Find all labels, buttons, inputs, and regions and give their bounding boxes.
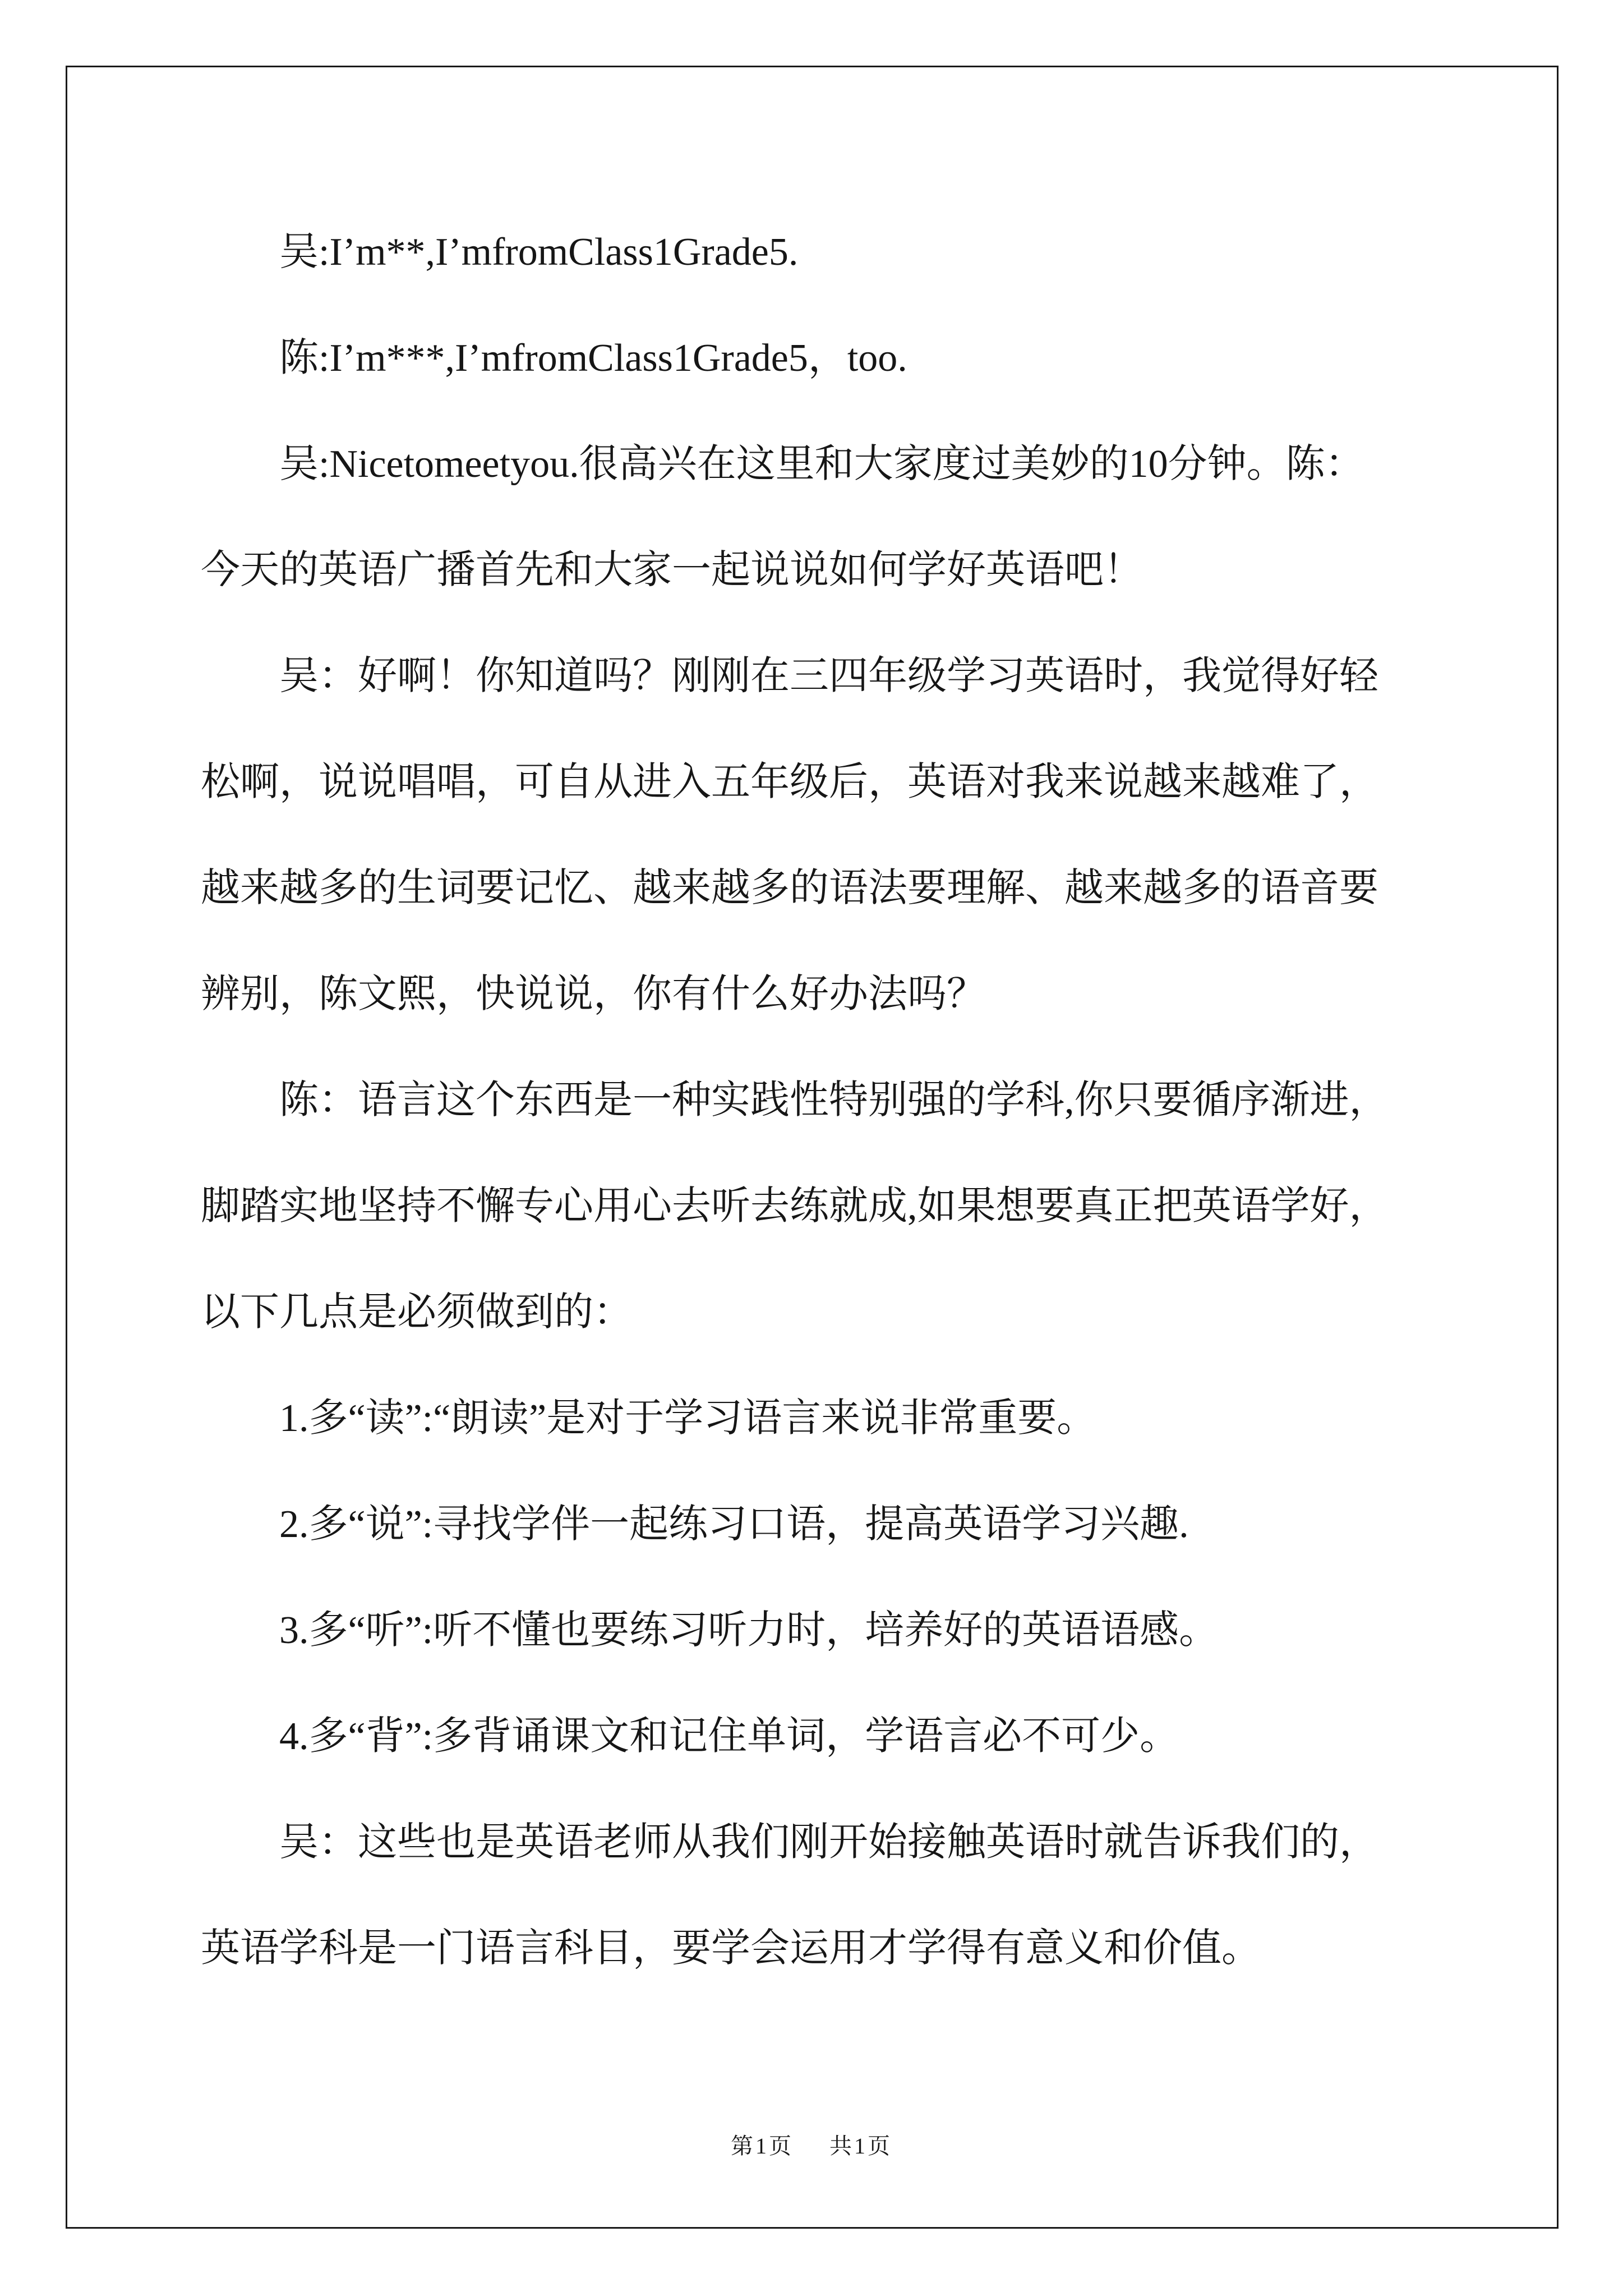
- paragraph-line: 吴:Nicetomeetyou.很高兴在这里和大家度过美妙的10分钟。陈：: [279, 443, 1364, 486]
- paragraph: [201, 199, 1491, 305]
- paragraph-line: 吴:I’m**,I’mfromClass1Grade5.: [279, 231, 799, 274]
- paragraph-line: 脚踏实地坚持不懈专心用心去听去练就成,如果想要真正把英语学好，: [201, 1185, 1389, 1228]
- paragraph: [201, 623, 1491, 1047]
- paragraph-line: 以下几点是必须做到的：: [201, 1291, 633, 1334]
- list-item: [201, 1365, 1491, 1471]
- document-body: [201, 199, 1491, 2001]
- paragraph-line: 英语学科是一门语言科目，要学会运用才学得有意义和价值。: [201, 1927, 1261, 1970]
- paragraph-line: 1.多“读”:“朗读”是对于学习语言来说非常重要。: [279, 1397, 1096, 1440]
- page-footer: 第1页 共1页: [731, 2133, 892, 2159]
- paragraph-line: 吴：好啊！你知道吗？刚刚在三四年级学习英语时，我觉得好轻: [279, 655, 1378, 698]
- paragraph: [201, 305, 1491, 411]
- paragraph: [201, 1047, 1491, 1365]
- list-item: [201, 1471, 1491, 1577]
- paragraph-line: 陈:I’m***,I’mfromClass1Grade5，too.: [279, 337, 907, 380]
- paragraph-line: 3.多“听”:听不懂也要练习听力时，培养好的英语语感。: [279, 1609, 1219, 1652]
- list-item: [201, 1683, 1491, 1789]
- paragraph-line: 陈：语言这个东西是一种实践性特别强的学科,你只要循序渐进，: [279, 1079, 1389, 1122]
- paragraph-line: 2.多“说”:寻找学伴一起练习口语，提高英语学习兴趣.: [279, 1503, 1189, 1546]
- paragraph-line: 今天的英语广播首先和大家一起说说如何学好英语吧！: [201, 549, 1143, 592]
- paragraph: [201, 1789, 1491, 2001]
- paragraph-line: 辨别，陈文熙，快说说，你有什么好办法吗？: [201, 973, 986, 1016]
- paragraph-line: 吴：这些也是英语老师从我们刚开始接触英语时就告诉我们的，: [279, 1821, 1378, 1864]
- paragraph: [201, 411, 1491, 623]
- paragraph-line: 4.多“背”:多背诵课文和记住单词，学语言必不可少。: [279, 1715, 1179, 1758]
- paragraph-line: 越来越多的生词要记忆、越来越多的语法要理解、越来越多的语音要: [201, 867, 1378, 910]
- list-item: [201, 1577, 1491, 1683]
- paragraph-line: 松啊，说说唱唱，可自从进入五年级后，英语对我来说越来越难了，: [201, 761, 1378, 804]
